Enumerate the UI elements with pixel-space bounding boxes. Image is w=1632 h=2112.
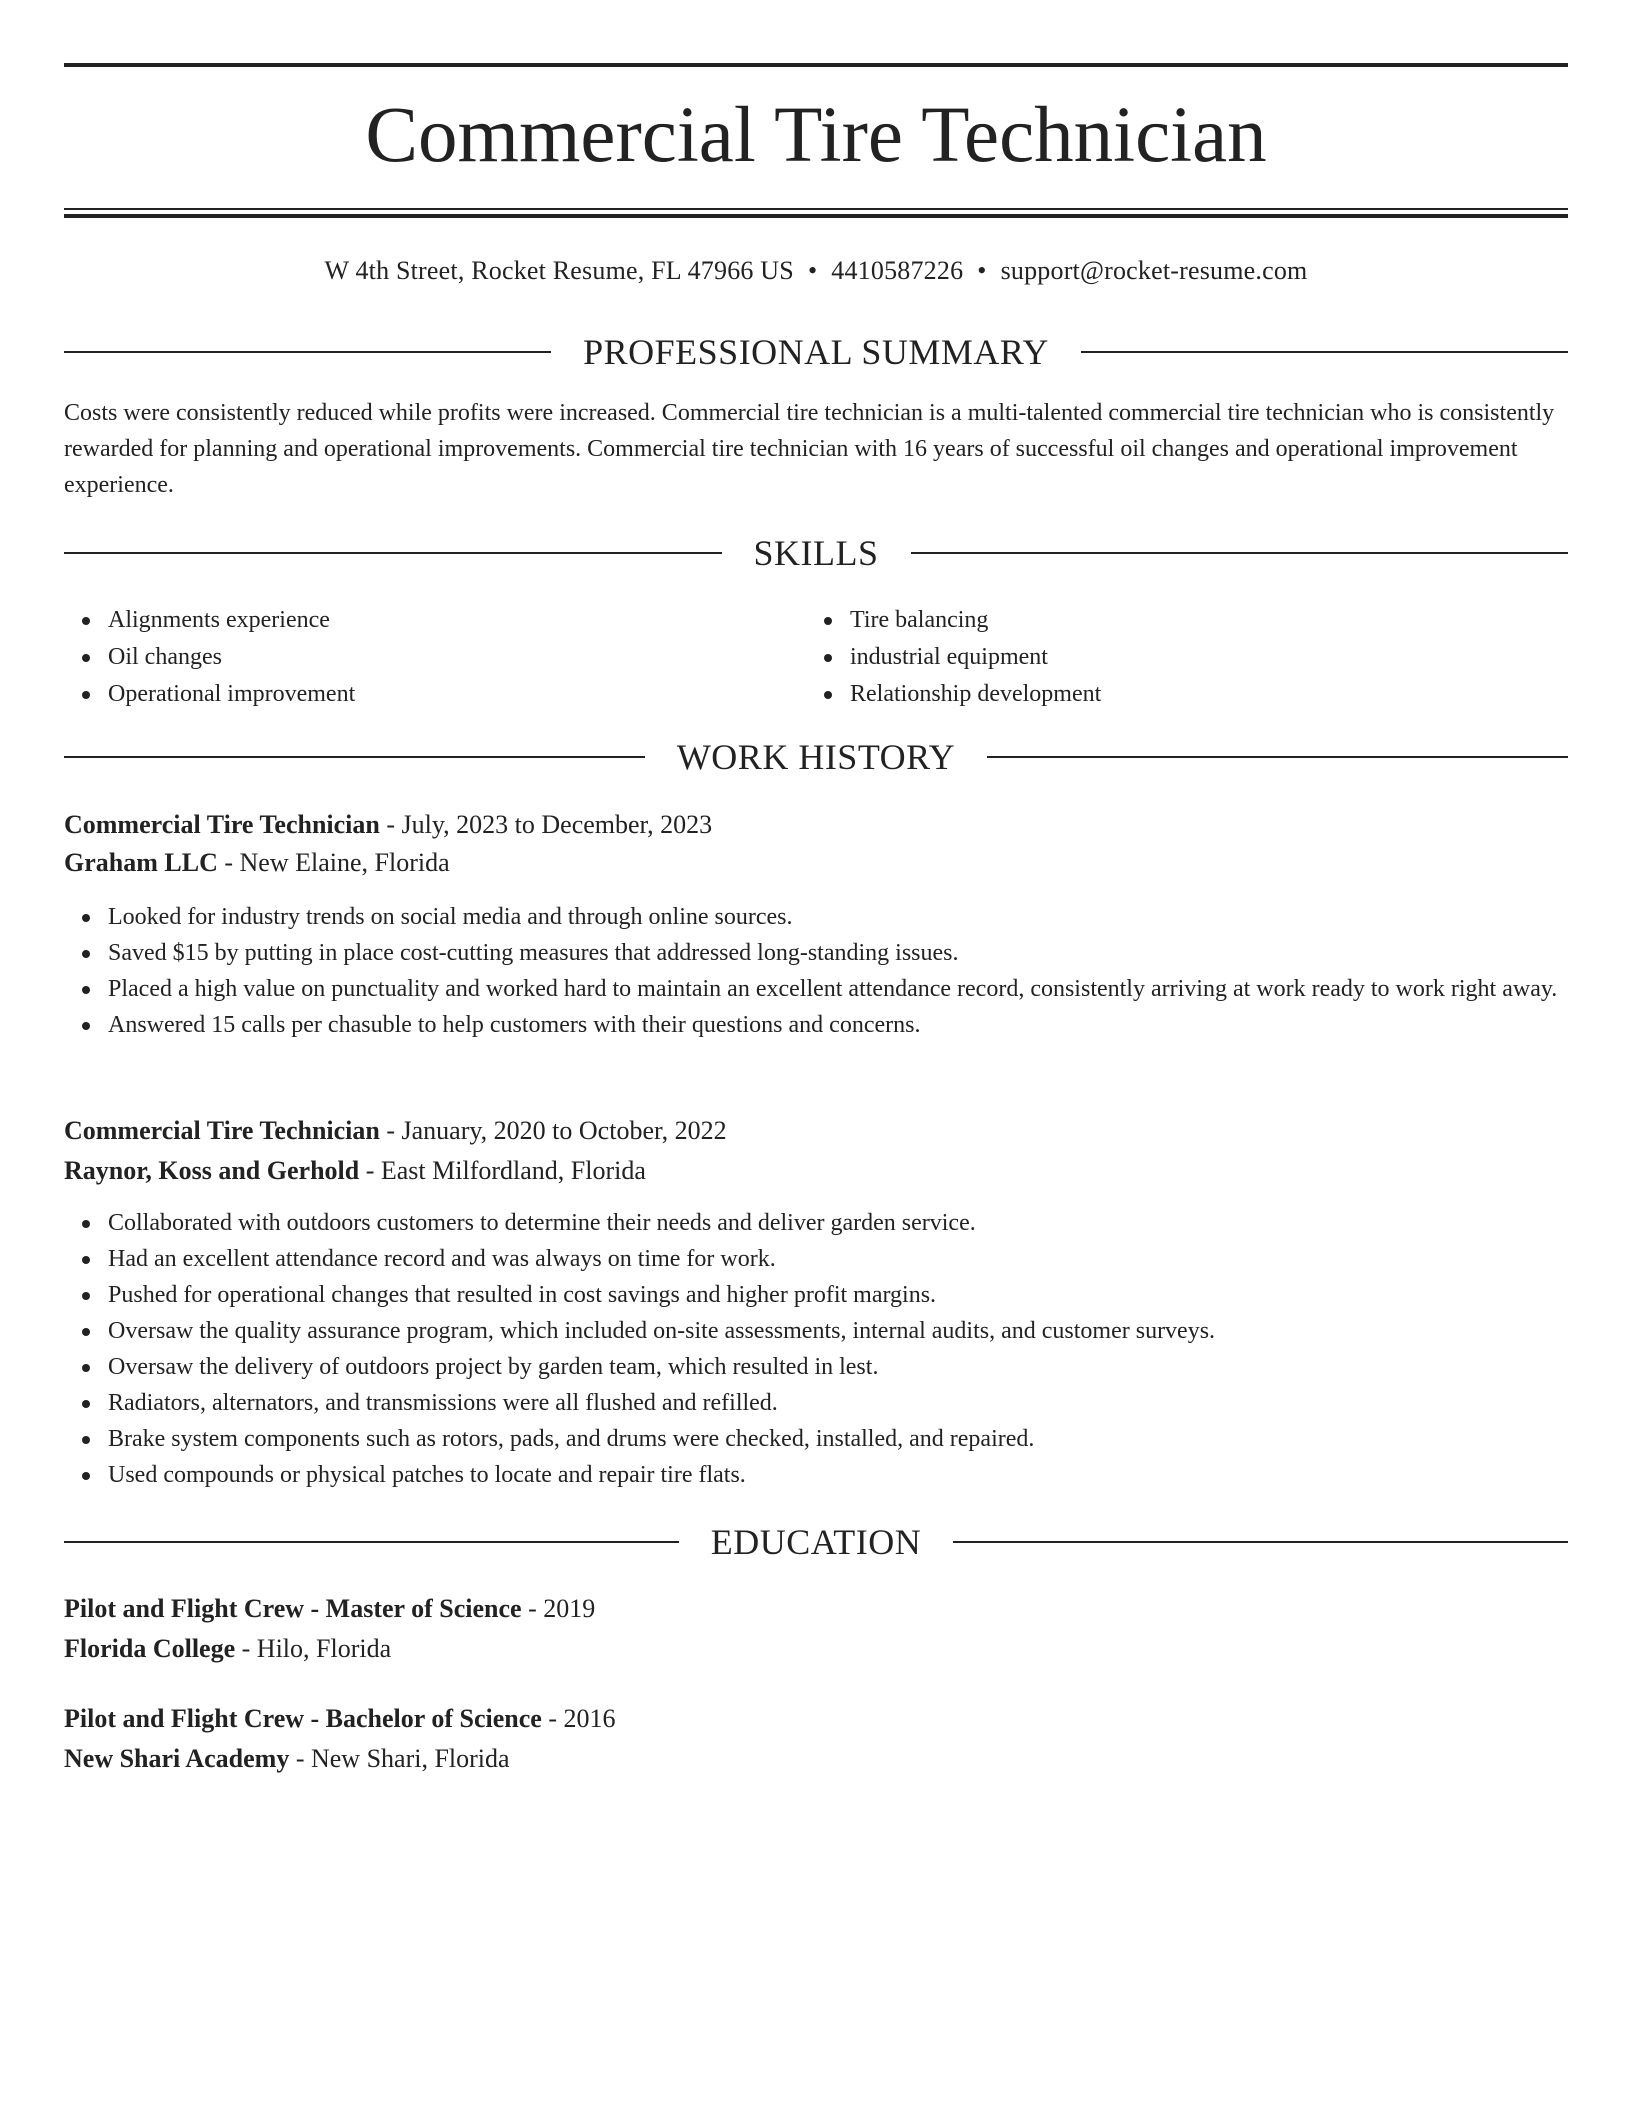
section-title: PROFESSIONAL SUMMARY [583,332,1049,372]
skills-list-left [64,602,808,713]
title-rule-thin [64,208,1568,210]
job-bullets [64,1205,1568,1493]
education-degree: Pilot and Flight Crew - Bachelor of Science [64,1704,542,1733]
heading-rule [987,756,1568,758]
education-location: - New Shari, Florida [289,1744,510,1773]
contact-info [64,254,1568,288]
job-bullet: Collaborated with outdoors customers to determine their needs and deliver garden service. [108,1205,1568,1241]
education-school: New Shari Academy [64,1744,290,1773]
skill-item: Tire balancing [850,602,1550,639]
section-heading-education [64,1520,1568,1564]
job-location: - New Elaine, Florida [217,848,450,877]
job-company: Raynor, Koss and Gerhold [64,1156,360,1185]
contact-separator: • [807,256,818,285]
section-heading-skills [64,531,1568,575]
summary-text: Costs were consistently reduced while profits were increased. Commercial tire technician is a multi-talented commercial tire technician who is consistently rewarded for planning and operational improvements. Commercial tire technician with 16 years of successful oil changes and operational improvement experience. [64,400,1555,498]
job-bullet: Oversaw the quality assurance program, which included on-site assessments, internal audits, and customer surveys. [108,1313,1568,1349]
skill-item: Oil changes [108,639,808,676]
job-dates: - July, 2023 to December, 2023 [379,810,713,839]
section-title: WORK HISTORY [676,737,956,777]
education-year: - 2019 [521,1594,596,1623]
section-heading-work [64,735,1568,779]
contact-phone: 4410587226 [831,256,964,285]
job-bullet: Answered 15 calls per chasuble to help customers with their questions and concerns. [108,1007,1568,1043]
job-company: Graham LLC [64,848,218,877]
heading-rule [953,1541,1568,1543]
section-title: SKILLS [753,533,879,573]
job-title-line [64,1113,1568,1149]
education-degree-line [64,1701,1568,1737]
heading-rule [64,351,551,353]
job-title: Commercial Tire Technician [64,1116,380,1145]
contact-email: support@rocket-resume.com [1000,256,1308,285]
page-title: Commercial Tire Technician [365,92,1267,179]
heading-rule [64,1541,679,1543]
education-school: Florida College [64,1634,236,1663]
job-bullet: Placed a high value on punctuality and worked hard to maintain an excellent attendance record, consistently arriving at work ready to work right away. [108,971,1568,1007]
title-rule-thick [64,214,1568,218]
job-company-line [64,845,1568,881]
heading-rule [1081,351,1568,353]
skills-list-right [806,602,1550,713]
education-school-line [64,1741,1568,1777]
job-bullet: Oversaw the delivery of outdoors project by garden team, which resulted in lest. [108,1349,1568,1385]
section-heading-summary [64,330,1568,374]
top-rule [64,63,1568,67]
skill-item: Operational improvement [108,676,808,713]
job-dates: - January, 2020 to October, 2022 [379,1116,727,1145]
skill-item: industrial equipment [850,639,1550,676]
heading-rule [64,552,722,554]
contact-address: W 4th Street, Rocket Resume, FL 47966 US [324,256,794,285]
job-bullet: Had an excellent attendance record and was always on time for work. [108,1241,1568,1277]
education-location: - Hilo, Florida [235,1634,392,1663]
education-degree: Pilot and Flight Crew - Master of Science [64,1594,522,1623]
job-bullet: Pushed for operational changes that resulted in cost savings and higher profit margins. [108,1277,1568,1313]
education-year: - 2016 [541,1704,616,1733]
job-bullet: Radiators, alternators, and transmissions were all flushed and refilled. [108,1385,1568,1421]
job-company-line [64,1153,1568,1189]
heading-rule [911,552,1569,554]
job-bullet: Saved $15 by putting in place cost-cutting measures that addressed long-standing issues. [108,935,1568,971]
job-title-line [64,807,1568,843]
education-degree-line [64,1591,1568,1627]
education-school-line [64,1631,1568,1667]
skill-item: Alignments experience [108,602,808,639]
skill-item: Relationship development [850,676,1550,713]
job-bullet: Brake system components such as rotors, pads, and drums were checked, installed, and repaired. [108,1421,1568,1457]
job-bullet: Looked for industry trends on social media and through online sources. [108,899,1568,935]
heading-rule [64,756,645,758]
job-bullet: Used compounds or physical patches to locate and repair tire flats. [108,1457,1568,1493]
job-bullets [64,899,1568,1043]
job-location: - East Milfordland, Florida [359,1156,646,1185]
section-title: EDUCATION [710,1522,922,1562]
contact-separator: • [977,256,987,285]
job-title: Commercial Tire Technician [64,810,380,839]
